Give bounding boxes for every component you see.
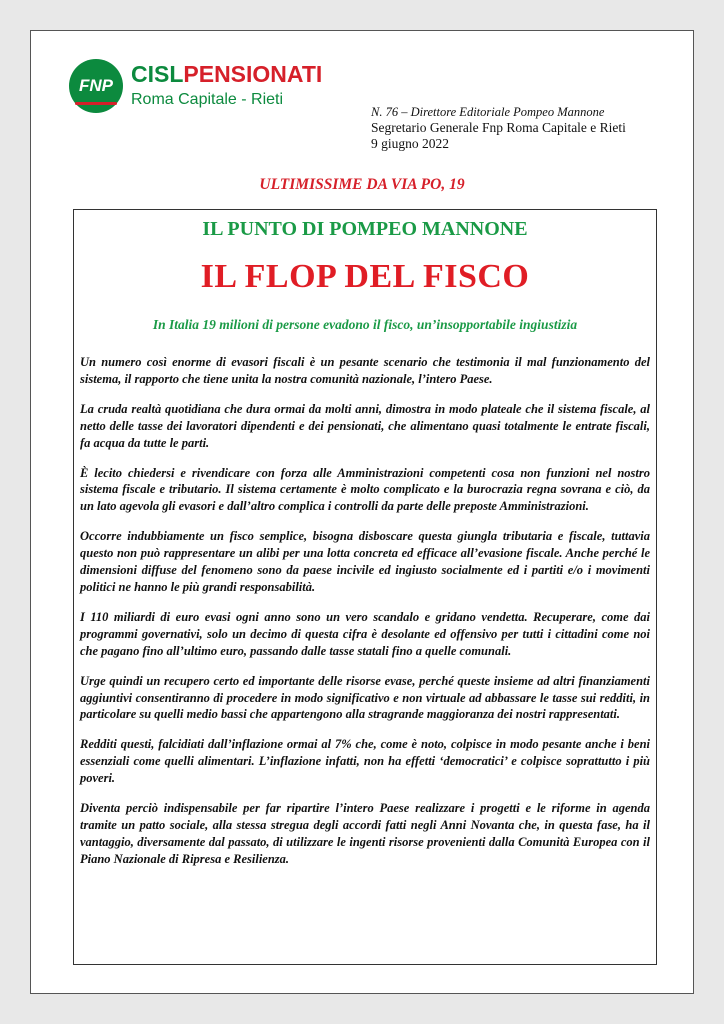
issue-number: N. 76 – Direttore Editoriale Pompeo Mannone [371, 105, 605, 119]
logo-brand-cisl: CISL [131, 61, 184, 87]
article-body [80, 354, 650, 881]
column-title: IL PUNTO DI POMPEO MANNONE [202, 218, 528, 240]
paragraph: Redditi questi, falcidiati dall’inflazione ormai al 7% che, come è noto, colpisce in modo pesante anche i beni essenziali come quelli alimentari. L’inflazione infatti, non ha effetti ‘democratici’ e colpisce soprattutto i più poveri. [80, 737, 650, 786]
paragraph: È lecito chiedersi e rivendicare con forza alle Amministrazioni competenti cosa non funzioni nel nostro sistema fiscale e tributario. Il sistema certamente è molto complicato e la burocrazia regna sovrana e ciò, da un lato agevola gli evasori e dall’altro complica i controlli da parte delle preposte Amministrazioni. [80, 465, 650, 514]
issue-date: 9 giugno 2022 [371, 136, 450, 151]
paragraph: Urge quindi un recupero certo ed importante delle risorse evase, perché queste insieme ad altri finanziamenti aggiuntivi consentiranno di procedere in modo significativo e non virtuale ad abbassare le tasse sui redditi, in particolare su quelli medio bassi che appartengono alla stragrande maggioranza dei nostri rappresentati. [80, 673, 650, 722]
paragraph: Occorre indubbiamente un fisco semplice, bisogna disboscare questa giungla tributaria e fiscale, tuttavia questo non può rappresentare un alibi per una lotta concreta ed efficace all’evasione fiscale. Anche perché le dimensioni diffuse del fenomeno sono da paese incivile ed ingiusto socialmente ed i partiti e/o i movimenti politici ne hanno le più grandi responsabilità. [80, 529, 650, 594]
subheadline: In Italia 19 milioni di persone evadono il fisco, un’insopportabile ingiustizia [152, 317, 578, 332]
document-page [30, 30, 694, 994]
cisl-pensionati-logo [69, 59, 323, 115]
headline: IL FLOP DEL FISCO [200, 258, 530, 295]
fnp-badge: FNP [69, 59, 123, 113]
paragraph: I 110 miliardi di euro evasi ogni anno sono un vero scandalo e gridano vendetta. Recuperare, come dai programmi governativi, solo un decimo di questa cifra è desolante ed offensivo per tutti i cittadini come noi che pagano fino all’ultimo euro, passando dalle tasse statali fino a quelle comunali. [80, 609, 650, 658]
paragraph: Diventa perciò indispensabile per far ripartire l’intero Paese realizzare i progetti e le riforme in agenda tramite un patto sociale, alla stessa stregua degli accordi fatti negli Anni Novanta che, in questa fase, ha il vantaggio, diversamente dal passato, di utilizzare le ingenti risorse provenienti dalla Comunità Europea con il Piano Nazionale di Ripresa e Resilienza. [80, 801, 650, 866]
issue-meta [371, 104, 626, 152]
kicker: ULTIMISSIME DA VIA PO, 19 [259, 176, 465, 193]
logo-brand-pensionati: PENSIONATI [183, 61, 323, 87]
logo-brand [131, 61, 322, 88]
editor-role: Segretario Generale Fnp Roma Capitale e Rieti [371, 120, 626, 135]
logo-subtitle: Roma Capitale - Rieti [131, 91, 284, 108]
paragraph: Un numero così enorme di evasori fiscali è un pesante scenario che testimonia il mal funzionamento del sistema, il rapporto che tiene unita la nostra comunità nazionale, l’intero Paese. [80, 355, 650, 386]
paragraph: La cruda realtà quotidiana che dura ormai da molti anni, dimostra in modo plateale che il sistema fiscale, al netto delle tasse dei lavoratori dipendenti e dei pensionati, che alimentano quasi totalmente le entrate fiscali, fa acqua da tutte le parti. [80, 401, 650, 450]
article-box [73, 209, 657, 965]
